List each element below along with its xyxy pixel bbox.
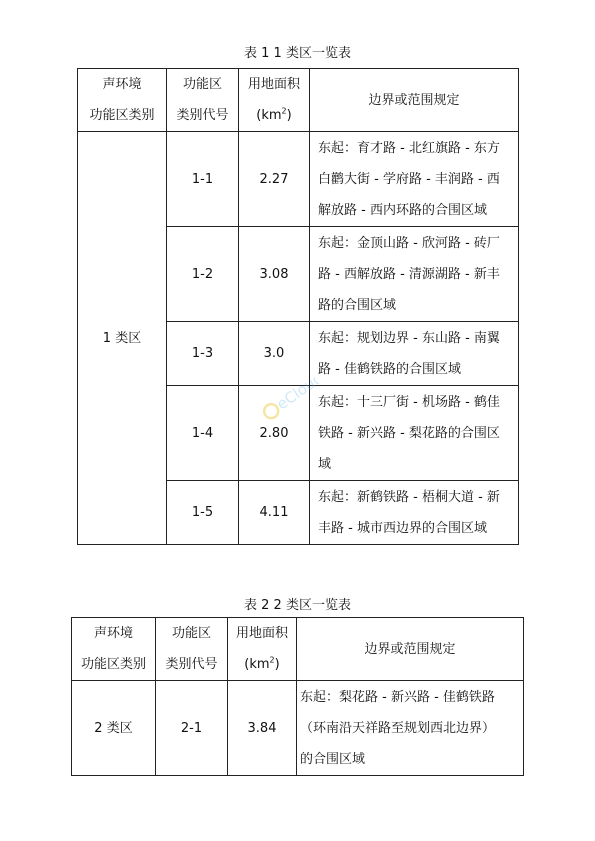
boundary-line: 的合围区域 [300,751,366,767]
boundary-line: 域 [318,456,332,472]
area-cell: 3.84 [228,681,297,776]
category-cell: 1 类区 [78,132,167,545]
boundary-cell [310,386,519,481]
boundary-line: 路的合围区域 [318,297,397,313]
boundary-line: 东起：新鹤铁路 - 梧桐大道 - 新 [318,489,500,505]
boundary-line: 铁路 - 新兴路 - 梨花路的合围区 [318,425,500,441]
table2-caption: 表 2 2 类区一览表 [244,598,351,613]
table-row [78,132,519,227]
header-code-line1: 功能区 [171,626,211,641]
header-boundary: 边界或范围规定 [310,69,519,132]
area-cell: 2.80 [239,386,310,481]
area-cell: 4.11 [239,481,310,545]
boundary-line: 路 - 佳鹤铁路的合围区域 [318,361,461,377]
header-code [167,69,239,132]
boundary-line: 解放路 - 西内环路的合围区域 [318,202,487,218]
header-area-line1: 用地面积 [247,77,300,92]
boundary-line: 白鹳大街 - 学府路 - 丰润路 - 西 [318,171,500,187]
table1-caption: 表 1 1 类区一览表 [244,46,351,61]
code-cell: 2-1 [156,681,228,776]
area-cell: 3.08 [239,227,310,322]
watermark-text: eCloud [273,368,326,414]
header-category-line1: 声环境 [102,77,142,92]
boundary-cell [310,481,519,545]
boundary-line: 路 - 西解放路 - 清源湖路 - 新丰 [318,266,500,282]
header-area-line2: $(km^2)$ [244,655,280,672]
boundary-line: 东起：育才路 - 北红旗路 - 东方 [318,140,500,156]
area-cell: 2.27 [239,132,310,227]
header-boundary: 边界或范围规定 [297,618,524,681]
boundary-line: 东起：规划边界 - 东山路 - 南翼 [318,330,500,346]
boundary-line: 东起：梨花路 - 新兴路 - 佳鹤铁路 [300,689,495,705]
header-area [239,69,310,132]
table2-header-row [72,618,524,681]
header-area-line2: $(km^2)$ [256,106,292,123]
header-code [156,618,228,681]
boundary-cell [310,227,519,322]
header-category-line2: 功能区类别 [80,657,146,672]
header-code-line2: 类别代号 [176,108,229,123]
code-cell: 1-1 [167,132,239,227]
category-cell: 2 类区 [72,681,156,776]
area-cell: 3.0 [239,322,310,386]
table2 [71,617,524,776]
header-area-line1: 用地面积 [235,626,288,641]
boundary-cell [297,681,524,776]
boundary-line: （环南沿天祥路至规划西北边界） [300,720,496,736]
code-cell: 1-2 [167,227,239,322]
header-category-line1: 声环境 [93,626,133,641]
header-area [228,618,297,681]
boundary-line: 东起：十三厂街 - 机场路 - 鹤佳 [318,394,500,410]
header-category [72,618,156,681]
boundary-cell [310,322,519,386]
table1 [77,68,519,545]
code-cell: 1-5 [167,481,239,545]
header-code-line2: 类别代号 [165,657,218,672]
table-row [72,681,524,776]
header-category [78,69,167,132]
header-code-line1: 功能区 [182,77,222,92]
code-cell: 1-4 [167,386,239,481]
code-cell: 1-3 [167,322,239,386]
table1-header-row [78,69,519,132]
boundary-cell [310,132,519,227]
boundary-line: 东起：金顶山路 - 欣河路 - 砖厂 [318,235,500,251]
boundary-line: 丰路 - 城市西边界的合围区域 [318,520,487,536]
header-category-line2: 功能区类别 [89,108,155,123]
